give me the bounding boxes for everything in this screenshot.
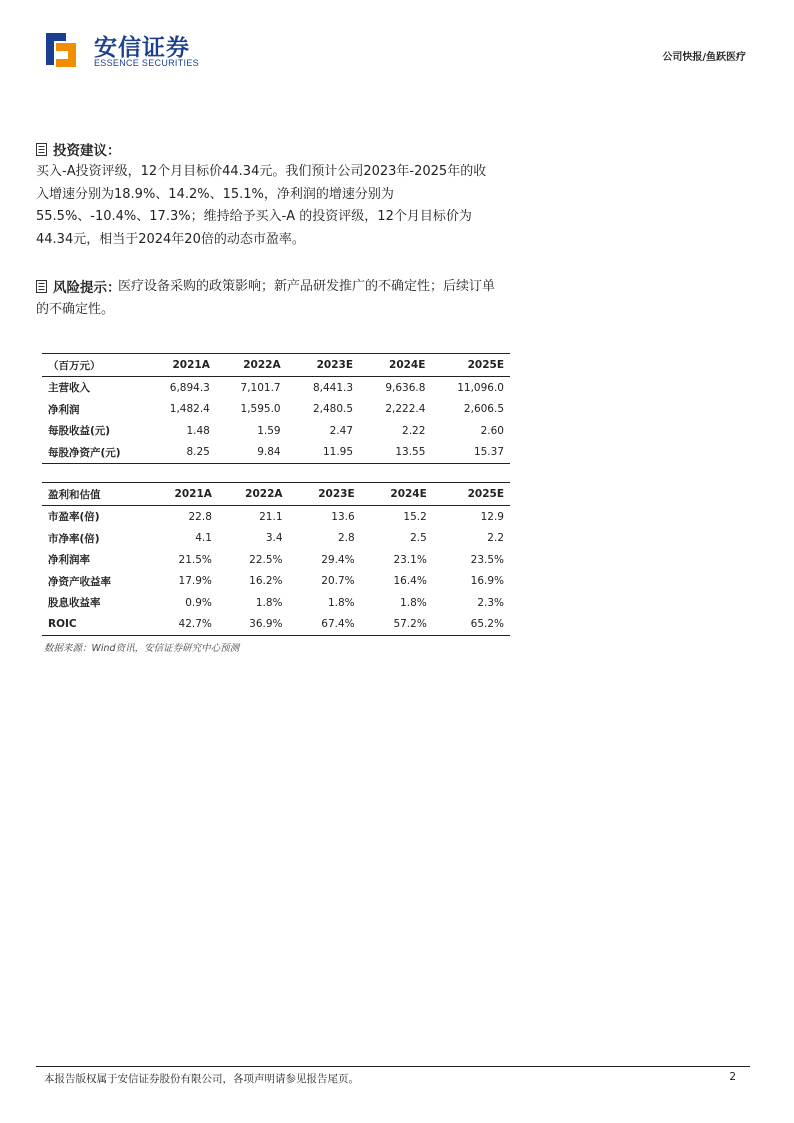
table-cell: 4.1 (195, 532, 212, 545)
table-cell: 1.8% (255, 596, 283, 609)
table-cell: 6,894.3 (169, 381, 210, 394)
table-cell: 1.8% (327, 596, 355, 609)
table-row (42, 506, 510, 528)
row-label: 主营收入 (48, 382, 90, 395)
risk-body: 医疗设备采购的政策影响；新产品研发推广的不确定性；后续订单的不确定性。 (36, 279, 496, 317)
table-header-cell: 2023E (289, 483, 361, 506)
logo-name-cn: 安信证券 (94, 35, 190, 61)
table-cell: 2.47 (329, 424, 354, 437)
table-cell: 16.2% (249, 575, 283, 588)
row-label: 市净率(倍) (48, 532, 100, 545)
footer-disclaimer: 本报告版权属于安信证券股份有限公司，各项声明请参见报告尾页。 (44, 1073, 359, 1085)
table-cell: 8.25 (150, 442, 216, 464)
table-cell: 15.2 (403, 510, 427, 523)
table-row (42, 442, 510, 464)
table-row (42, 399, 510, 421)
row-label: 净利润 (48, 403, 80, 416)
company-logo (44, 29, 204, 71)
table-cell: 2,606.5 (463, 403, 504, 416)
data-source-note: 数据来源：Wind资讯，安信证券研究中心预测 (44, 643, 240, 654)
table-cell: 0.9% (185, 596, 212, 609)
table-cell: 9,636.8 (385, 381, 426, 394)
table-cell: 1.59 (257, 424, 281, 437)
row-label: 市盈率(倍) (48, 511, 100, 524)
table-header-cell: 2024E (359, 354, 431, 377)
table-cell: 16.4% (393, 575, 427, 588)
table-header-cell: 盈利和估值 (42, 483, 152, 506)
table-cell: 22.8 (188, 510, 212, 523)
table-row (42, 592, 510, 614)
table-cell: 2.22 (402, 424, 426, 437)
table-cell: 22.5% (249, 553, 283, 566)
table-cell: 9.84 (216, 442, 287, 464)
table-cell: 1.48 (186, 424, 210, 437)
table-cell: 23.5% (470, 553, 504, 566)
table-cell: 29.4% (321, 553, 355, 566)
row-label: 每股收益(元) (48, 425, 111, 438)
table-header-cell: 2025E (433, 483, 510, 506)
table-cell: 13.6 (331, 510, 355, 523)
table-cell: 2.60 (480, 424, 504, 437)
table-cell: 36.9% (218, 614, 289, 636)
table-header-cell: 2022A (218, 483, 289, 506)
table-cell: 13.55 (359, 442, 431, 464)
table-header-cell: （百万元） (42, 354, 150, 377)
document-icon (36, 143, 47, 156)
investment-title-text: 投资建议： (53, 143, 121, 159)
logo-name-en: ESSENCE SECURITIES (94, 58, 199, 68)
logo-mark-icon (44, 29, 78, 69)
table-row (42, 549, 510, 571)
table-cell: 11,096.0 (457, 381, 504, 394)
table-cell: 3.4 (265, 532, 283, 545)
table-cell: 65.2% (433, 614, 510, 636)
table-cell: 67.4% (289, 614, 361, 636)
table-row (42, 420, 510, 442)
row-label: ROIC (42, 614, 152, 636)
table-header-row (42, 354, 510, 377)
investment-title (36, 139, 121, 159)
table-row (42, 377, 510, 399)
table-cell: 15.37 (431, 442, 510, 464)
table-cell: 8,441.3 (312, 381, 354, 394)
table-header-cell: 2022A (216, 354, 287, 377)
table-cell: 21.5% (178, 553, 212, 566)
table-cell: 1,595.0 (240, 403, 281, 416)
table-header-row (42, 483, 510, 506)
investment-body: 买入-A投资评级，12个月目标价44.34元。我们预计公司2023年-2025年的收入增速分别为18.9%、14.2%、15.1%，净利润的增速分别为55.5%、-10.4%、17.3%；维持给予买入-A 的投资评级，12个月目标价为44.34元，相当于2024年20倍的动态市盈率。 (36, 164, 487, 247)
table-cell: 11.95 (287, 442, 359, 464)
footer-divider (36, 1066, 750, 1067)
table-cell: 20.7% (321, 575, 355, 588)
table-row (42, 614, 510, 636)
table-row (42, 571, 510, 593)
table-cell: 57.2% (361, 614, 433, 636)
table-header-cell: 2021A (152, 483, 218, 506)
valuation-table (42, 482, 510, 636)
table-cell: 1.8% (400, 596, 427, 609)
table-cell: 17.9% (178, 575, 212, 588)
row-label: 净资产收益率 (48, 575, 111, 588)
table-cell: 2.8 (337, 532, 355, 545)
table-cell: 2.5 (410, 532, 427, 545)
table-header-cell: 2023E (287, 354, 359, 377)
table-row (42, 528, 510, 550)
table-cell: 42.7% (152, 614, 218, 636)
report-category: 公司快报/鱼跃医疗 (662, 52, 746, 63)
table-cell: 2,222.4 (385, 403, 426, 416)
table-cell: 2,480.5 (312, 403, 354, 416)
row-label: 净利润率 (48, 554, 90, 567)
risk-title-text: 风险提示： (53, 280, 121, 296)
table-cell: 2.2 (487, 532, 504, 545)
row-label: 每股净资产(元) (42, 442, 150, 464)
page-number: 2 (729, 1071, 736, 1083)
table-cell: 7,101.7 (240, 381, 281, 394)
table-cell: 21.1 (259, 510, 283, 523)
table-cell: 2.3% (477, 596, 504, 609)
table-cell: 16.9% (470, 575, 504, 588)
row-label: 股息收益率 (48, 597, 101, 610)
table-cell: 1,482.4 (169, 403, 210, 416)
table-cell: 23.1% (393, 553, 427, 566)
table-header-cell: 2025E (431, 354, 510, 377)
table-header-cell: 2024E (361, 483, 433, 506)
table-header-cell: 2021A (150, 354, 216, 377)
financial-table (42, 353, 510, 464)
table-cell: 12.9 (480, 510, 504, 523)
